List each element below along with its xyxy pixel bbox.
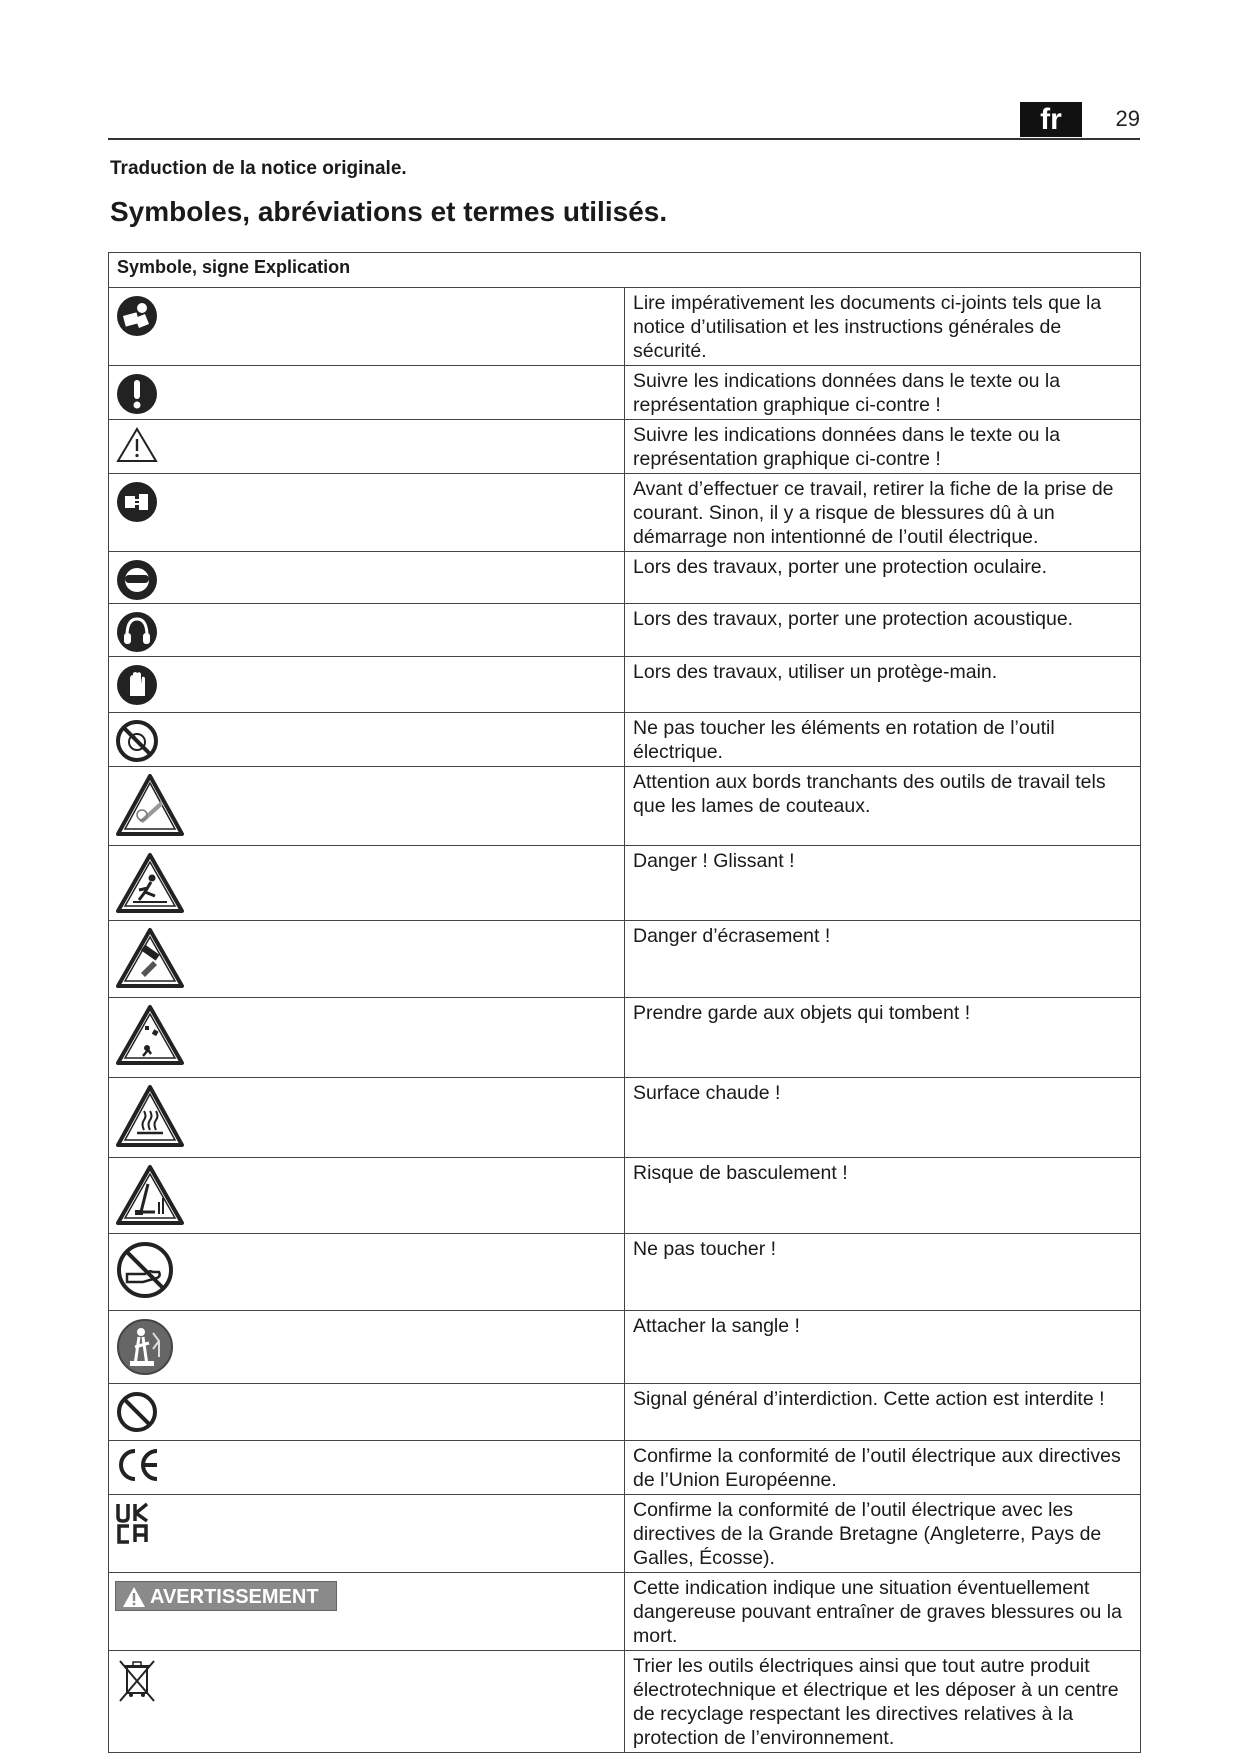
row-explanation: Lire impérativement les documents ci-joints tels que la notice d’utilisation et les instructions générales de sécurité. [625, 288, 1141, 366]
row-explanation: Prendre garde aux objets qui tombent ! [625, 998, 1141, 1078]
read-manual-icon [115, 294, 159, 338]
page-title: Symboles, abréviations et termes utilisés. [110, 196, 668, 227]
table-row [109, 366, 1141, 420]
table-header-row [109, 253, 1141, 288]
prohibition-icon [115, 1390, 159, 1434]
table-row [109, 474, 1141, 552]
row-explanation: Confirme la conformité de l’outil électrique avec les directives de la Grande Bretagne (Angleterre, Pays de Galles, Écosse). [625, 1495, 1141, 1573]
language-badge: fr [1020, 102, 1082, 137]
slippery-warning-icon [115, 852, 185, 914]
page-number: 29 [1115, 106, 1140, 131]
sharp-edges-warning-icon [115, 773, 185, 837]
warning-badge [115, 1581, 337, 1611]
symbols-table [108, 252, 1141, 1753]
table-row [109, 657, 1141, 713]
row-explanation: Lors des travaux, porter une protection oculaire. [625, 552, 1141, 604]
row-explanation: Cette indication indique une situation éventuellement dangereuse pouvant entraîner de graves blessures ou la mort. [625, 1573, 1141, 1651]
table-row [109, 1651, 1141, 1753]
table-row [109, 846, 1141, 921]
weee-bin-icon [115, 1657, 159, 1705]
row-explanation: Attacher la sangle ! [625, 1311, 1141, 1384]
row-explanation: Lors des travaux, utiliser un protège-main. [625, 657, 1141, 713]
warning-triangle-icon [115, 426, 159, 464]
warning-triangle-icon [122, 1586, 146, 1608]
table-row [109, 420, 1141, 474]
row-explanation: Suivre les indications données dans le texte ou la représentation graphique ci-contre ! [625, 366, 1141, 420]
ce-mark-icon [115, 1447, 163, 1483]
no-touch-hand-icon [115, 1240, 175, 1300]
row-explanation: Danger d’écrasement ! [625, 921, 1141, 998]
table-column-header: Symbole, signe Explication [109, 253, 1141, 288]
row-explanation: Trier les outils électriques ainsi que tout autre produit électrotechnique et électrique et les déposer à un centre de recyclage respectant les directives relatives à la protection de l’environnement. [625, 1651, 1141, 1753]
tipping-warning-icon [115, 1164, 185, 1226]
table-row [109, 1384, 1141, 1441]
attach-strap-icon [115, 1317, 175, 1377]
hot-surface-warning-icon [115, 1084, 185, 1148]
page-header [108, 98, 1140, 140]
row-explanation: Risque de basculement ! [625, 1158, 1141, 1234]
hand-protection-icon [115, 663, 159, 707]
table-row [109, 1573, 1141, 1651]
table-row [109, 604, 1141, 657]
row-explanation: Lors des travaux, porter une protection acoustique. [625, 604, 1141, 657]
table-row [109, 767, 1141, 846]
table-row [109, 552, 1141, 604]
row-explanation: Ne pas toucher les éléments en rotation de l’outil électrique. [625, 713, 1141, 767]
ukca-mark-icon [115, 1501, 155, 1545]
warning-badge-label: AVERTISSEMENT [150, 1586, 319, 1608]
table-row [109, 1311, 1141, 1384]
table-row [109, 1495, 1141, 1573]
unplug-icon [115, 480, 159, 524]
row-explanation: Signal général d’interdiction. Cette action est interdite ! [625, 1384, 1141, 1441]
ear-protection-icon [115, 610, 159, 654]
table-row [109, 921, 1141, 998]
row-explanation: Surface chaude ! [625, 1078, 1141, 1158]
table-row [109, 713, 1141, 767]
row-explanation: Attention aux bords tranchants des outils de travail tels que les lames de couteaux. [625, 767, 1141, 846]
eye-protection-icon [115, 558, 159, 602]
row-explanation: Confirme la conformité de l’outil électrique aux directives de l’Union Européenne. [625, 1441, 1141, 1495]
row-explanation: Danger ! Glissant ! [625, 846, 1141, 921]
crushing-warning-icon [115, 927, 185, 989]
table-row [109, 288, 1141, 366]
table-row [109, 1234, 1141, 1311]
row-explanation: Suivre les indications données dans le texte ou la représentation graphique ci-contre ! [625, 420, 1141, 474]
row-explanation: Avant d’effectuer ce travail, retirer la fiche de la prise de courant. Sinon, il y a risque de blessures dû à un démarrage non intentionné de l’outil électrique. [625, 474, 1141, 552]
no-touch-rotating-icon [115, 719, 159, 763]
mandatory-exclamation-icon [115, 372, 159, 416]
falling-objects-warning-icon [115, 1004, 185, 1066]
table-row [109, 1158, 1141, 1234]
table-row [109, 1441, 1141, 1495]
table-row [109, 1078, 1141, 1158]
row-explanation: Ne pas toucher ! [625, 1234, 1141, 1311]
document-subtitle: Traduction de la notice originale. [110, 158, 407, 179]
table-row [109, 998, 1141, 1078]
